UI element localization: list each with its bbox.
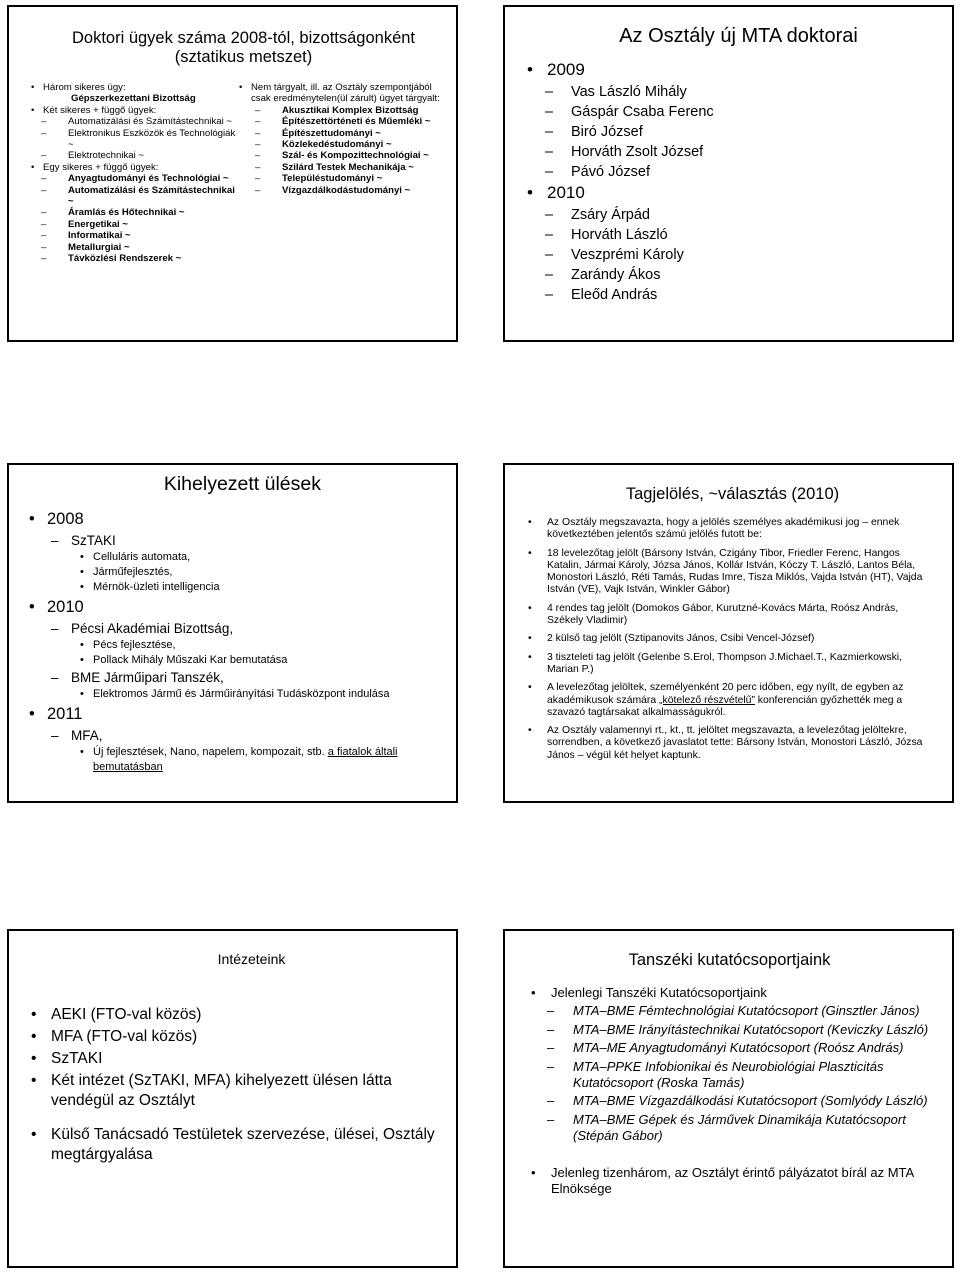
list-item: – Távközlési Rendszerek ~ [31,253,241,264]
slide-title: Intézeteink [217,951,286,967]
research-group: – MTA–BME Irányítástechnikai Kutatócsoport (Keviczky László) [529,1022,939,1038]
research-group: – MTA–BME Vízgazdálkodási Kutatócsoport (Somlyódy László) [529,1093,939,1109]
slide-title [9,29,456,67]
topic-underlined: a fiatalok általi bemutatásban [93,746,398,773]
research-group: – MTA–ME Anyagtudományi Kutatócsoport (Roósz András) [529,1040,939,1056]
list-item: – Szilárd Testek Mechanikája ~ [239,162,451,173]
slide-new-doctors [503,5,954,342]
list-item: • SzTAKI [31,1049,441,1069]
list-item: – Vízgazdálkodástudományi ~ [239,185,451,196]
doctor-name: – Zsáry Árpád [523,205,943,225]
list-item: • Jelenleg tizenhárom, az Osztályt érintő pályázatot bírál az MTA Elnöksége [529,1165,939,1198]
list-item: – Automatizálási és Számítástechnikai ~ [31,185,241,208]
list-item: • Két intézet (SzTAKI, MFA) kihelyezett ülésen látta vendégül az Osztályt [31,1071,441,1111]
meeting-topic [29,745,449,775]
institutes-list [31,1005,441,1167]
list-item: • 18 levelezőtag jelölt (Bársony István, Czigány Tibor, Friedler Ferenc, Hangos Katalin, Jármai Károly, Józsa János, Kollár István, Kóczy T. László, Lantos Béla, Monostori László, Réti Tamás, Rudas Imre, Tisza Miklós, Vajda István (HT), Vajda István (VE), Vajk István, Winkler Gábor) [525,548,935,597]
item-text-underlined: „kötelező részvételű” [659,694,755,706]
list-item: – Automatizálási és Számítástechnikai ~ [31,116,241,127]
slide-institutes [7,929,458,1268]
year-heading: • 2009 [523,59,943,81]
doctor-name: – Gáspár Csaba Ferenc [523,102,943,122]
list-item: Gépszerkezettani Bizottság [71,93,196,105]
research-group: – MTA–PPKE Infobionikai és Neurobiológiai Plaszticitás Kutatócsoport (Roska Tamás) [529,1059,939,1092]
list-item: • Jelenlegi Tanszéki Kutatócsoportjaink [529,985,939,1001]
year-heading: • 2008 [29,507,449,531]
slide-title: Az Osztály új MTA doktorai [619,25,858,47]
item-text-pre: A levelezőtag jelöltek, személyenként 20 perc időben, egy nyílt, de egyben az akadémikusok számára [547,682,904,706]
list-item: – Építészettudományi ~ [239,128,451,139]
slide-research-groups [503,929,954,1268]
list-item [525,682,935,719]
title-line-1: Doktori ügyek száma 2008-tól, bizottságonként [71,29,416,47]
doctor-name: – Veszprémi Károly [523,245,943,265]
list-item: – Elektrotechnikai ~ [31,150,241,161]
meeting-topic: • Pollack Mihály Műszaki Kar bemutatása [29,653,449,668]
doctors-list [523,59,943,305]
list-item: – Áramlás és Hőtechnikai ~ [31,207,241,218]
list-item: • MFA (FTO-val közös) [31,1027,441,1047]
year-heading: • 2010 [523,182,943,204]
list-item: • Egy sikeres + függő ügyek: [31,162,241,173]
list-item: • AEKI (FTO-val közös) [31,1005,441,1025]
slide-title: Tanszéki kutatócsoportjaink [628,951,831,969]
list-item: – Anyagtudományi és Technológiai ~ [31,173,241,184]
slide-nomination [503,463,954,803]
list-item: • Nem tárgyalt, ill. az Osztály szempontjából csak eredménytelen(ül zárult) ügyet tárgyalt: [239,82,451,105]
meeting-topic: • Celluláris automata, [29,550,449,565]
meeting-host: – MFA, [29,726,449,745]
slide-doctoral-cases [7,5,458,342]
list-item: • Két sikeres + függő ügyek: [31,105,241,116]
meeting-host: – SzTAKI [29,531,449,550]
list-item: – Szál- és Kompozittechnológiai ~ [239,150,451,161]
left-column-list [31,82,241,265]
year-heading: • 2010 [29,595,449,619]
doctor-name: – Biró József [523,122,943,142]
list-item: • Az Osztály megszavazta, hogy a jelölés személyes akadémikusi jog – ennek következtében jelentős számú jelölés futott be: [525,517,935,542]
meeting-topic: • Pécs fejlesztése, [29,638,449,653]
doctor-name: – Pávó József [523,162,943,182]
list-item: • Három sikeres ügy: [31,82,241,93]
doctor-name: – Horváth Zsolt József [523,142,943,162]
doctor-name: – Eleőd András [523,285,943,305]
list-item: • 2 külső tag jelölt (Sztipanovits János, Csibi Vencel-József) [525,633,935,645]
nomination-list [525,517,935,768]
meeting-topic: • Elektromos Jármű és Járműirányítási Tudásközpont indulása [29,687,449,702]
doctor-name: – Zarándy Ákos [523,265,943,285]
meeting-topic: • Mérnök-üzleti intelligencia [29,580,449,595]
list-item: – Energetikai ~ [31,219,241,230]
research-group: – MTA–BME Gépek és Járművek Dinamikája Kutatócsoport (Stépán Gábor) [529,1112,939,1145]
slide-title: Kihelyezett ülések [163,473,321,495]
year-heading: • 2011 [29,702,449,726]
list-item: • Külső Tanácsadó Testületek szervezése, ülései, Osztály megtárgyalása [31,1125,441,1165]
doctor-name: – Horváth László [523,225,943,245]
list-item: • 3 tiszteleti tag jelölt (Gelenbe S.Erol, Thompson J.Michael.T., Kazmierkowski, Marian P.) [525,652,935,677]
list-item: – Közlekedéstudományi ~ [239,139,451,150]
right-column-list [239,82,451,196]
slide-title: Tagjelölés, ~választás (2010) [625,485,840,503]
slide-offsite-meetings [7,463,458,803]
meeting-host: – BME Járműipari Tanszék, [29,668,449,687]
list-item: • 4 rendes tag jelölt (Domokos Gábor, Kurutzné-Kovács Márta, Roósz András, Székely Vladimir) [525,603,935,628]
meeting-topic: • Járműfejlesztés, [29,565,449,580]
research-group: – MTA–BME Fémtechnológiai Kutatócsoport (Ginsztler János) [529,1003,939,1019]
list-item: • Az Osztály valamennyi rt., kt., tt. jelöltet megszavazta, a levelezőtag jelöltekre, sorrendben, a következő javaslatot tette: Bársony István, Monostori László, Józsa János – végül két helyet kaptunk. [525,725,935,762]
doctor-name: – Vas László Mihály [523,82,943,102]
meetings-list [29,507,449,775]
item-text-post: konferencián győzhették meg a szavazó tagtársakat alkalmasságukról. [547,694,903,718]
list-item: – Informatikai ~ [31,230,241,241]
title-line-2: (sztatikus metszet) [174,48,313,66]
list-item: – Településtudományi ~ [239,173,451,184]
list-item: – Elektronikus Eszközök és Technológiák ~ [31,128,241,151]
list-item: – Metallurgiai ~ [31,242,241,253]
list-item: – Építészettörténeti és Műemléki ~ [239,116,451,127]
meeting-host: – Pécsi Akadémiai Bizottság, [29,619,449,638]
research-groups-list [529,985,939,1197]
topic-main: Új fejlesztések, Nano, napelem, kompozait, stb. [93,746,325,758]
list-item: – Akusztikai Komplex Bizottság [239,105,451,116]
